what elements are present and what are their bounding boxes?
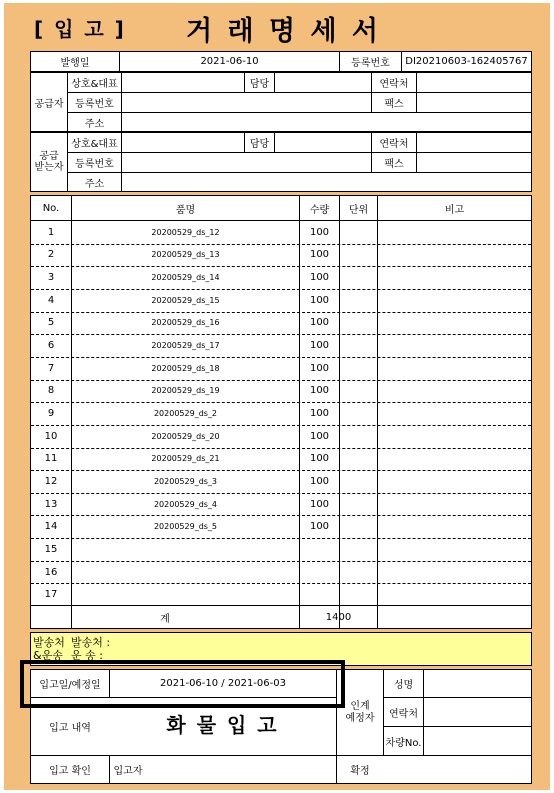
col-header-note: 비고 <box>444 204 465 216</box>
row-no: 2 <box>47 249 55 261</box>
total-qty: 1400 <box>325 611 352 623</box>
carrier-label: 운 송 : <box>71 649 103 662</box>
row-no: 10 <box>44 430 58 442</box>
row-no: 6 <box>47 340 55 352</box>
issue-date-value: 2021-06-10 <box>200 56 259 67</box>
inbound-confirm-label: 입고 확인 <box>49 766 91 777</box>
row-item: 20200529_ds_19 <box>151 386 220 396</box>
row-qty: 100 <box>309 226 330 238</box>
row-qty: 100 <box>309 362 330 374</box>
row-item: 20200529_ds_21 <box>151 454 220 464</box>
row-item: 20200529_ds_15 <box>151 295 220 305</box>
row-no: 4 <box>47 294 55 306</box>
row-qty: 100 <box>309 521 330 533</box>
row-no: 14 <box>44 521 58 533</box>
handover-phone-label: 연락처 <box>389 708 418 720</box>
inbound-date-label: 입고일/예정일 <box>39 680 101 691</box>
supplier-address-label: 주소 <box>84 118 105 130</box>
row-qty: 100 <box>309 430 330 442</box>
reg-no-label: 등록번호 <box>351 58 390 69</box>
col-header-item: 품명 <box>175 204 196 216</box>
row-item: 20200529_ds_18 <box>151 363 220 373</box>
row-item: 20200529_ds_4 <box>153 499 218 509</box>
reg-no-value: DI20210603-162405767 <box>405 56 528 67</box>
receiver-contact-person-label: 담당 <box>249 139 270 150</box>
col-header-unit: 단위 <box>348 204 369 216</box>
row-qty <box>300 561 339 584</box>
supplier-fax-label: 팩스 <box>384 99 404 110</box>
handover-car-label: 차량No. <box>385 737 422 749</box>
supplier-block <box>30 72 532 132</box>
row-no: 11 <box>44 453 58 465</box>
row-item: 20200529_ds_13 <box>151 250 220 260</box>
row-qty: 100 <box>309 453 330 465</box>
row-qty: 100 <box>309 475 330 487</box>
row-item: 20200529_ds_20 <box>151 431 220 441</box>
shipping-label: 발송처 &운송 <box>33 636 65 662</box>
row-item: 20200529_ds_5 <box>153 522 218 532</box>
row-no: 17 <box>44 589 58 601</box>
row-qty: 100 <box>309 498 330 510</box>
inbound-detail-label: 입고 내역 <box>49 723 91 734</box>
row-item: 20200529_ds_17 <box>151 341 220 351</box>
row-qty: 100 <box>309 340 330 352</box>
row-qty: 100 <box>309 272 330 284</box>
row-item <box>72 561 299 584</box>
row-no: 16 <box>44 566 58 578</box>
inbound-date-value: 2021-06-10 / 2021-06-03 <box>160 678 286 689</box>
receiver-label: 공급 받는자 <box>34 151 64 173</box>
row-no: 13 <box>44 498 58 510</box>
inbound-receiver-label: 입고자 <box>113 766 143 777</box>
col-header-no: No. <box>42 202 60 214</box>
supplier-name-label: 상호&대표 <box>71 79 118 90</box>
issue-date-label: 발행일 <box>60 58 90 69</box>
row-no: 9 <box>47 408 55 419</box>
row-item: 20200529_ds_14 <box>151 273 220 283</box>
inbound-tag: [ 입 고 ] <box>34 17 126 41</box>
row-qty: 100 <box>309 249 330 261</box>
receiver-block <box>30 132 532 192</box>
handover-label: 인계 예정자 <box>345 700 375 724</box>
row-item: 20200529_ds_3 <box>153 476 218 486</box>
row-qty: 100 <box>309 294 330 306</box>
inbound-detail-value: 화 물 입 고 <box>166 712 279 737</box>
row-no: 3 <box>47 272 55 284</box>
total-label: 계 <box>160 613 170 625</box>
row-item <box>72 538 299 561</box>
info-row <box>30 51 532 72</box>
row-item: 20200529_ds_2 <box>153 409 218 418</box>
row-no: 12 <box>44 475 58 487</box>
row-qty <box>300 583 339 606</box>
col-header-qty: 수량 <box>309 204 330 216</box>
receiver-address-label: 주소 <box>84 178 105 190</box>
supplier-reg-label: 등록번호 <box>75 99 114 110</box>
highlight-box <box>20 660 345 708</box>
row-item <box>72 583 299 606</box>
row-no: 5 <box>47 317 55 329</box>
supplier-contact-person-label: 담당 <box>249 79 270 90</box>
row-no: 15 <box>44 543 58 555</box>
receiver-phone-label: 연락처 <box>379 139 409 150</box>
row-qty <box>300 538 339 561</box>
receiver-name-label: 상호&대표 <box>71 139 118 150</box>
row-no: 1 <box>47 226 55 238</box>
row-qty: 100 <box>309 408 330 419</box>
document-title: 거 래 명 세 서 <box>186 16 382 47</box>
row-no: 8 <box>47 385 55 397</box>
row-no: 7 <box>47 362 55 374</box>
handover-name-label: 성명 <box>393 680 414 691</box>
supplier-label: 공급자 <box>34 98 64 110</box>
supplier-phone-label: 연락처 <box>379 79 409 90</box>
row-item: 20200529_ds_16 <box>151 318 220 328</box>
receiver-fax-label: 팩스 <box>384 159 404 170</box>
confirm-sign-label: 확정 <box>350 766 370 777</box>
row-qty: 100 <box>309 317 330 329</box>
statement-sheet <box>4 3 550 790</box>
items-table <box>30 195 532 629</box>
sender-label: 발송처 : <box>71 636 111 649</box>
row-item: 20200529_ds_12 <box>151 227 220 237</box>
row-qty: 100 <box>309 385 330 397</box>
receiver-reg-label: 등록번호 <box>75 159 114 170</box>
